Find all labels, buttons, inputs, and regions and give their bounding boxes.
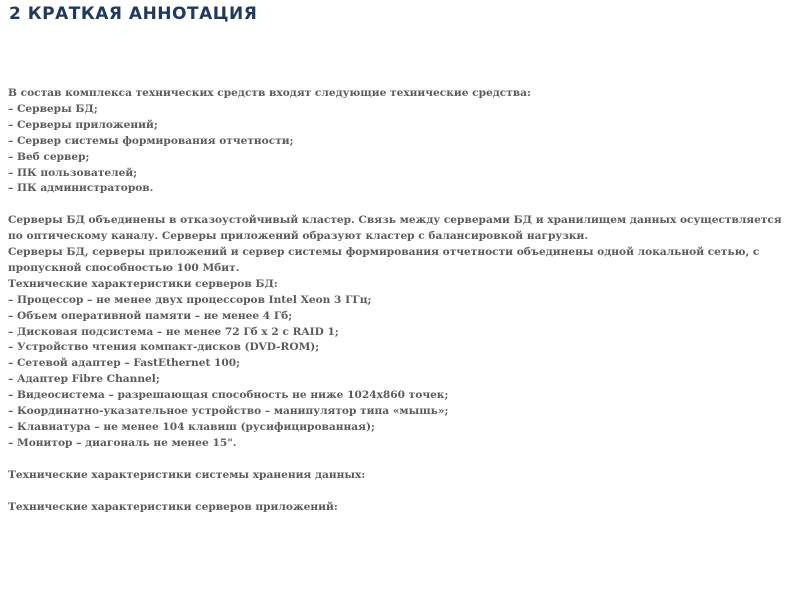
db-spec-item: – Координатно-указательное устройство – манипулятор типа «мышь»; [8,405,449,418]
db-spec-item: – Адаптер Fibre Channel; [8,373,160,386]
db-spec-item: – Монитор – диагональ не менее 15". [8,436,237,449]
component-item: – Сервер системы формирования отчетности; [8,134,294,147]
app-servers-heading: Технические характеристики серверов приложений: [8,500,338,513]
db-spec-item: – Клавиатура – не менее 104 клавиш (русифицированная); [8,421,375,434]
db-spec-item: – Дисковая подсистема – не менее 72 Гб x 2 с RAID 1; [8,325,339,338]
spacer [8,197,788,213]
component-item: – Веб сервер; [8,150,90,163]
db-spec-item: – Устройство чтения компакт-дисков (DVD-ROM); [8,341,320,354]
spacer [8,452,788,468]
intro-text: В состав комплекса технических средств входят следующие технические средства: [8,87,531,99]
component-item: – ПК пользователей; [8,166,138,179]
component-item: – Серверы БД; [8,102,98,115]
db-spec-item: – Процессор – не менее двух процессоров Intel Xeon 3 ГГц; [8,293,372,306]
page-title: 2 КРАТКАЯ АННОТАЦИЯ [9,4,258,24]
storage-heading: Технические характеристики системы хранения данных: [8,468,366,481]
db-spec-item: – Объем оперативной памяти – не менее 4 Гб; [8,309,293,322]
component-item: – ПК администраторов. [8,182,154,195]
document-body [8,86,788,515]
spacer [8,484,788,500]
db-specs-heading: Технические характеристики серверов БД: [8,277,278,290]
cluster-paragraph: Серверы БД объединены в отказоустойчивый кластер. Связь между серверами БД и хранилищем данных осуществляется по оптическому каналу. Серверы приложений образуют кластер с балансировкой нагрузки. [8,214,782,243]
network-paragraph: Серверы БД, серверы приложений и сервер системы формирования отчетности объединены одной локальной сетью, с пропускной способностью 100 Мбит. [8,246,760,274]
db-spec-item: – Видеосистема – разрешающая способность не ниже 1024x860 точек; [8,389,449,402]
component-item: – Серверы приложений; [8,118,158,131]
db-spec-item: – Сетевой адаптер – FastEthernet 100; [8,357,241,370]
